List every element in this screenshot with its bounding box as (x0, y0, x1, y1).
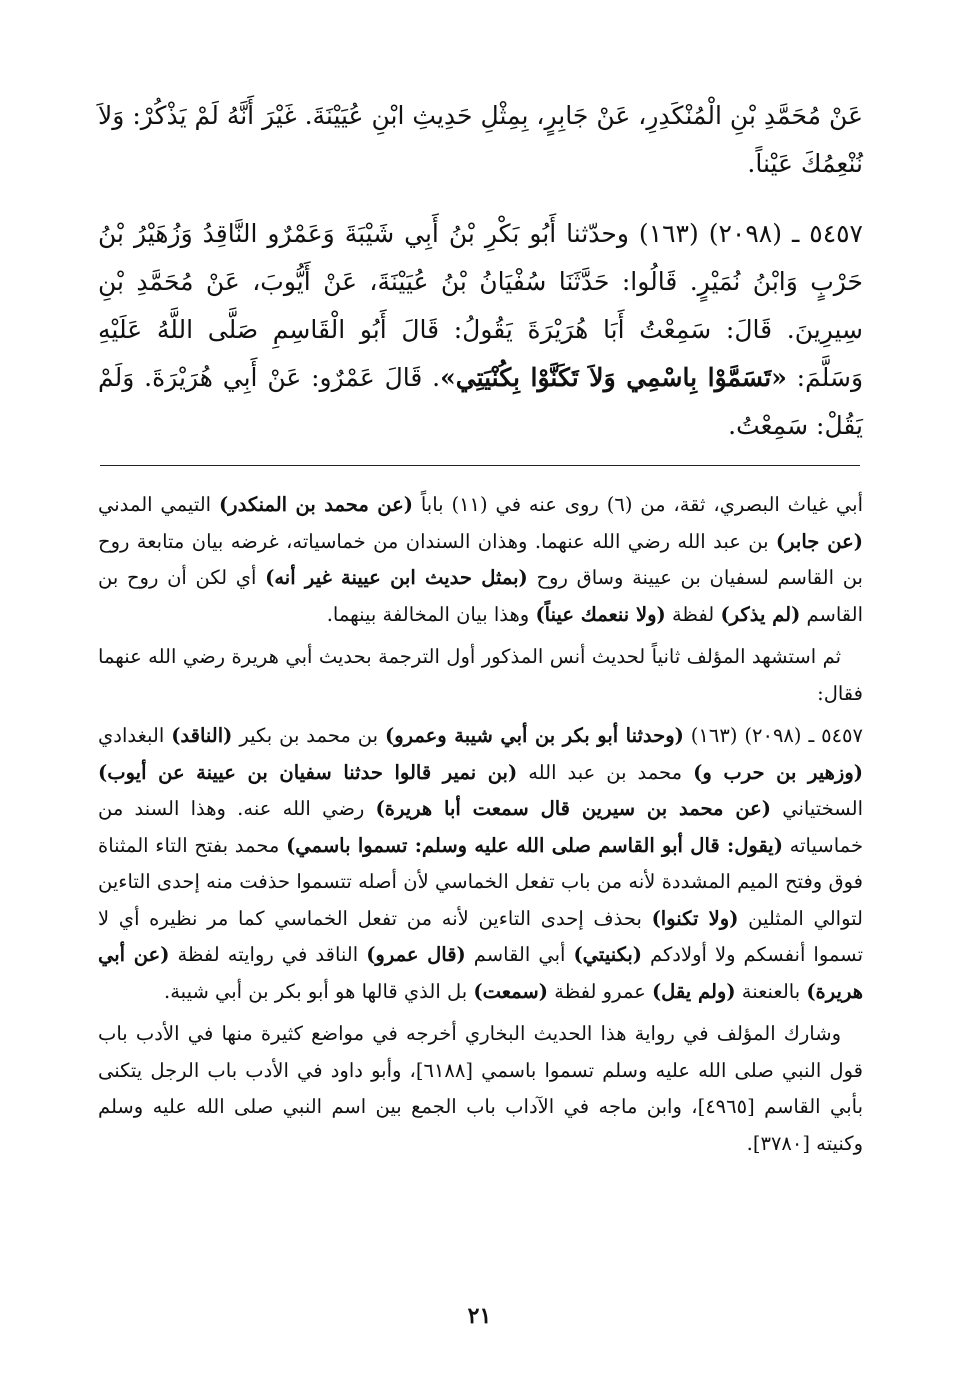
bold-quote-segment: (وحدثنا أبو بكر بن أبي شيبة وعمرو) (385, 724, 684, 747)
bold-quote-segment: (بكنيتي) (573, 943, 643, 966)
bold-quote-segment: (عن محمد بن المنكدر) (218, 493, 413, 516)
text-segment: بل الذي قالها هو أبو بكر بن أبي شيبة. (164, 979, 474, 1003)
footnote-divider (100, 465, 860, 466)
bold-quote-segment: (عن محمد بن سيرين قال سمعت أبا هريرة) (375, 797, 772, 820)
text-segment: الناقد في روايته لفظة (169, 943, 367, 966)
bold-quote-segment: (يقول: قال أبو القاسم صلى الله عليه وسلم: تسموا باسمي) (286, 833, 783, 857)
commentary-paragraph-2: ثم استشهد المؤلف ثانياً لحديث أنس المذكور أول الترجمة بحديث أبي هريرة رضي الله عنهما فقال: (98, 645, 863, 705)
bold-quote-segment: (بن نمير قالوا حدثنا سفيان بن عيينة عن أيوب) (98, 760, 518, 784)
text-segment: بحذف إحدى التاءين لأنه من تفعل الخماسي كما مر نظيره أي لا تسموا أنفسكم ولا أولادكم (98, 906, 864, 966)
text-segment: عمرو لفظة (548, 979, 652, 1003)
text-segment: ٥٤٥٧ ـ (٢٠٩٨) (١٦٣) (683, 724, 864, 747)
commentary-paragraph-4: وشارك المؤلف في رواية هذا الحديث البخاري أخرجه في مواضع كثيرة منها في الأدب باب قول النبي صلى الله عليه وسلم تسموا باسمي [٦١٨٨]، وأبو داود في الأدب باب الرجل يتكنى بأبي القاسم [٤٩٦٥]، وابن ماجه في الآداب باب الجمع بين اسم النبي صلى الله عليه وسلم وكنيته [٣٧٨٠]. (98, 1022, 863, 1155)
commentary-paragraph-1 (98, 487, 863, 633)
text-segment: أي لكن أن روح بن القاسم (98, 566, 863, 626)
hadith-chain: ٥٤٥٧ ـ (٢٠٩٨) (١٦٣) وحدّثنا أَبُو بَكْرِ بْنُ أَبِي شَيْبَةَ وَعَمْرٌو النَّاقِدُ وَزُهَيْرُ بْنُ حَرْبٍ وَابْنُ نُمَيْرٍ. قَالُوا: حَدَّثَنَا سُفْيَانُ بْنُ عُيَيْنَةَ، عَنْ أَيُّوبَ، عَنْ مُحَمَّدِ بْنِ سِيرِينَ. قَالَ: سَمِعْتُ أَبَا هُرَيْرَةَ يَقُولُ: قَالَ أَبُو الْقَاسِمِ صَلَّى اللَّهُ عَلَيْهِ وَسَلَّمَ: (98, 219, 864, 392)
bold-quote-segment: (عن جابر) (775, 529, 864, 553)
bold-quote-segment: (قال عمرو) (366, 943, 466, 966)
text-segment: بن محمد بن بكير (232, 724, 385, 747)
bold-quote-segment: (بمثل حديث ابن عيينة غير أنه) (265, 566, 528, 589)
bold-quote-segment: (لم يذكر) (720, 602, 801, 626)
commentary (98, 487, 863, 1162)
page-number: ٢١ (467, 1303, 492, 1329)
hadith-remark: . قَالَ عَمْرٌو: عَنْ أَبِي هُرَيْرَةَ. وَلَمْ يَقُلْ: سَمِعْتُ. (98, 363, 863, 440)
text-segment: محمد بفتح التاء المثناة فوق وفتح الميم المشددة لأنه من باب تفعل الخماسي لأن أصله تتسموا حذفت منه إحدى التاءين لتوالي المثلين (98, 833, 864, 930)
main-paragraph-1: عَنْ مُحَمَّدِ بْنِ الْمُنْكَدِرِ، عَنْ جَابِرٍ، بِمِثْلِ حَدِيثِ ابْنِ عُيَيْنَةَ. غَيْرَ أَنَّهُ لَمْ يَذْكُرْ: وَلاَ نُنْعِمُكَ عَيْناً. (98, 101, 863, 178)
text-segment: أبي غياث البصري، ثقة، من (٦) روى عنه في (١١) باباً (412, 493, 864, 516)
text-segment: التيمي المدني (98, 493, 219, 516)
main-paragraph-hadith-5457 (98, 210, 863, 450)
bold-quote-segment: (عن أبي هريرة) (98, 943, 863, 1003)
text-segment: محمد بن عبد الله (517, 760, 694, 784)
text-segment: السختياني (771, 797, 863, 820)
text-segment: البغدادي (98, 724, 172, 747)
text-segment: بن عبد الله رضي الله عنهما. وهذان السندان من خماسياته، غرضه بيان متابعة روح بن القاسم لسفيان بن عيينة وساق روح (98, 529, 863, 589)
text-segment: وهذا بيان المخالفة بينهما. (326, 602, 536, 626)
bold-quote-segment: (الناقد) (171, 724, 233, 747)
bold-quote-segment: (ولا ننعمك عيناً) (535, 602, 666, 626)
bold-quote-segment: (ولم يقل) (651, 979, 736, 1003)
bold-quote-segment: (ولا تكنوا) (651, 906, 739, 930)
bold-quote-segment: (سمعت) (473, 979, 548, 1003)
text-segment: أبي القاسم (465, 943, 574, 966)
main-text (98, 92, 863, 450)
bold-quote-segment: (وزهير بن حرب و) (693, 760, 863, 784)
text-segment: لفظة (665, 602, 721, 626)
hadith-matn: «تَسَمَّوْا بِاسْمِي وَلاَ تَكَنَّوْا بِكُنْيَتِي» (440, 363, 787, 392)
text-segment: رضي الله عنه. وهذا السند من خماسياته (98, 797, 863, 857)
text-segment: بالعنعنة (735, 979, 807, 1003)
commentary-paragraph-3 (98, 718, 863, 1010)
